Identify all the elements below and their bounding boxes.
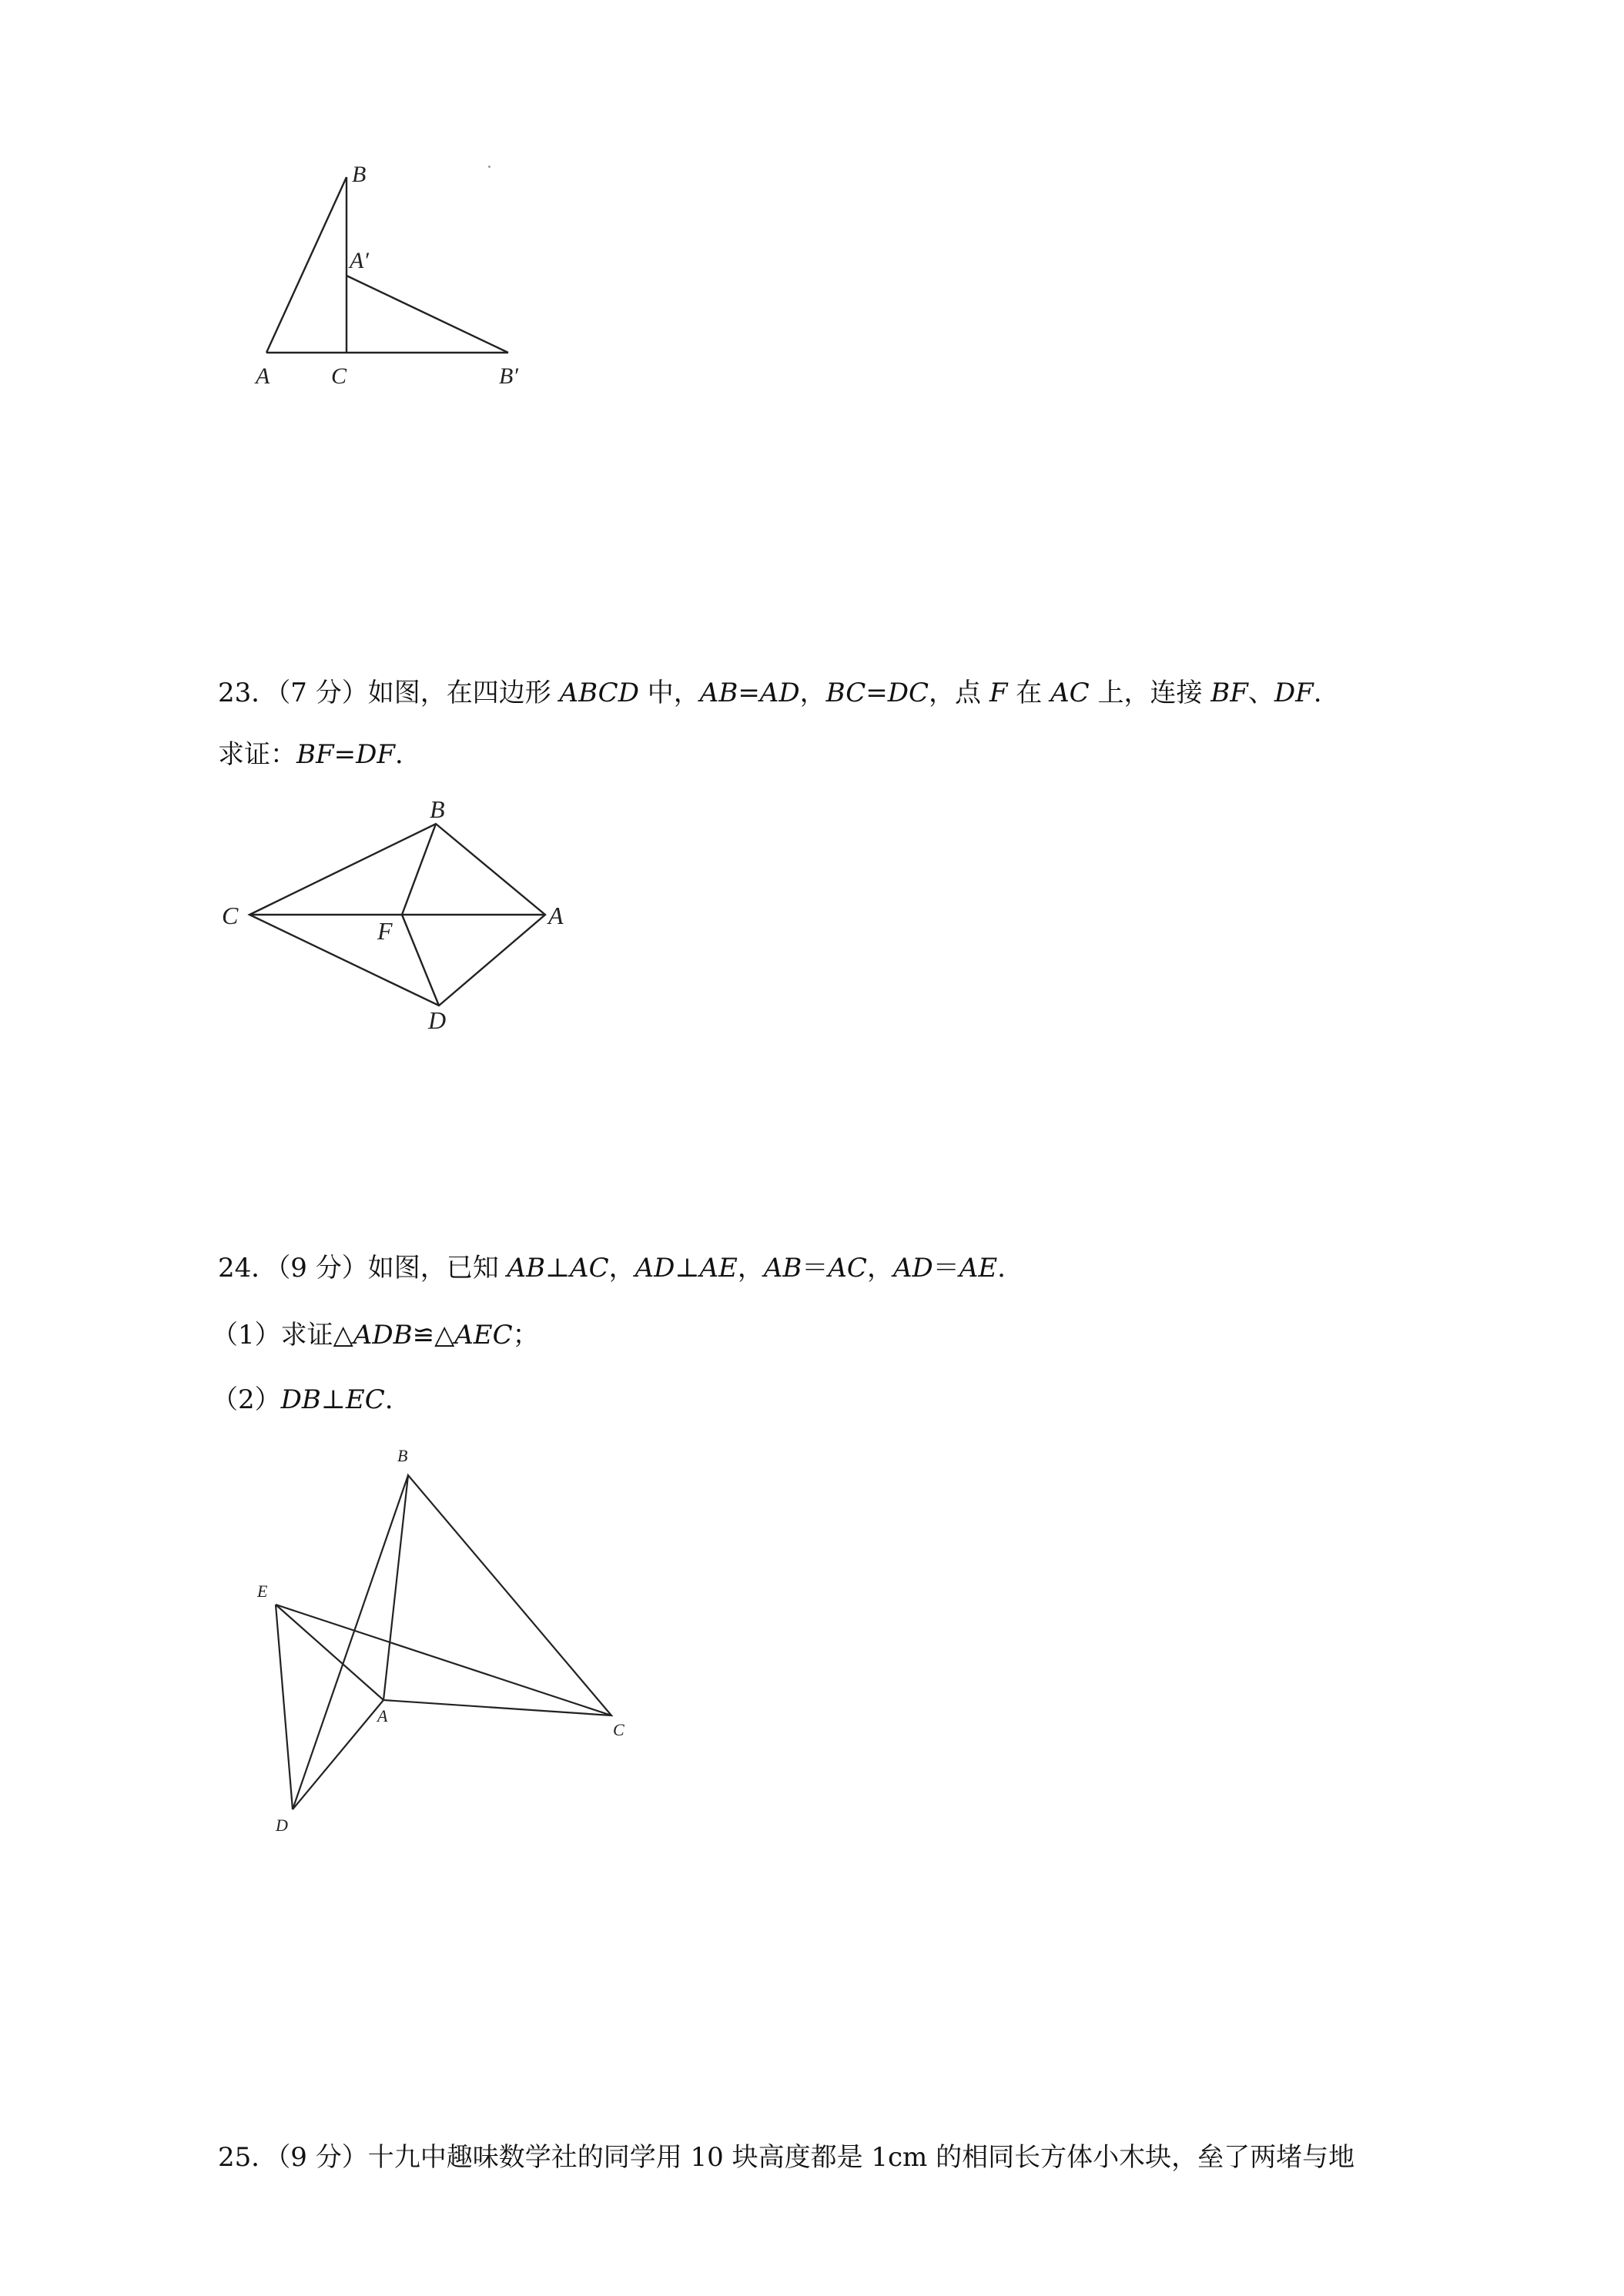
segment-FD [402,915,439,1006]
label-A-prime: A′ [350,248,369,273]
segment-AD [293,1700,383,1809]
figure-triangle-rotation [246,154,570,400]
stray-mark [488,166,491,168]
label-C: C [613,1720,624,1739]
segment-ED [276,1605,293,1809]
label-B: B [352,162,367,187]
figure-triangles-adb-aec [246,1440,647,1840]
label-F: F [377,917,393,945]
label-B: B [397,1446,408,1465]
segment-EC [276,1605,611,1715]
label-D: D [276,1816,288,1835]
q23-prove: 求证：BF=DF. [218,739,403,770]
label-B-prime: B′ [499,363,518,389]
label-A: A [548,902,564,929]
q23-statement: 23．（7 分）如图，在四边形 ABCD 中，AB=AD，BC=DC，点 F 在 AC 上，连接 BF、DF. [218,678,1322,708]
q24-statement: 24．（9 分）如图，已知 AB⊥AC，AD⊥AE，AB＝AC，AD＝AE. [218,1253,1006,1284]
q24-part1: （1）求证△ADB≌△AEC； [212,1320,539,1350]
label-C: C [222,902,239,929]
label-E: E [257,1581,268,1601]
label-A: A [256,363,270,389]
segment-EA [276,1605,383,1700]
label-D: D [428,1006,447,1034]
label-B: B [430,795,445,823]
segment-AB [266,177,347,353]
triangle-ABC [383,1475,611,1715]
q25-statement: 25．（9 分）十九中趣味数学社的同学用 10 块高度都是 1cm 的相同长方体小木块，垒了两堵与地 [218,2142,1355,2173]
label-C: C [331,363,347,389]
figure-quadrilateral-abcd [216,793,585,1039]
label-A: A [377,1706,388,1725]
segment-A-prime-B-prime [347,276,508,353]
q24-part2: （2）DB⊥EC. [212,1384,393,1415]
